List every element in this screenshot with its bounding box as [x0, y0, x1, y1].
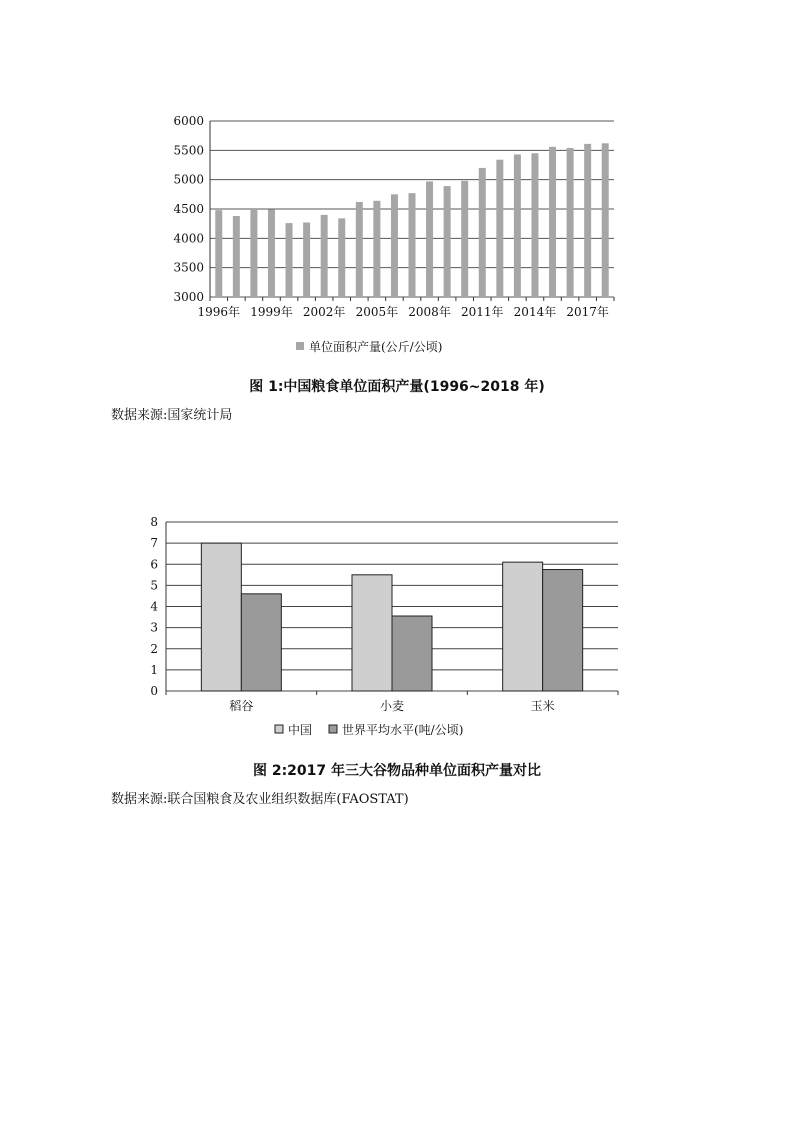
y-tick-label-6: 6: [150, 557, 158, 572]
bar-2014年: [531, 153, 538, 297]
bar-2005年: [373, 201, 380, 297]
figure-2-source: 数据来源:联合国粮食及农业组织数据库(FAOSTAT): [111, 792, 409, 807]
bar-2017年: [584, 144, 591, 297]
bar-2004年: [356, 202, 363, 297]
bar-2010年: [461, 181, 468, 297]
y-tick-label-3500: 3500: [173, 260, 204, 275]
y-tick-label-5500: 5500: [173, 143, 204, 158]
bar-玉米-世界平均水平(吨/公顷): [543, 570, 583, 691]
bar-2013年: [514, 154, 521, 297]
x-tick-label-1999年: 1999年: [250, 305, 293, 319]
bar-2015年: [549, 147, 556, 297]
x-tick-label-2011年: 2011年: [460, 305, 504, 319]
bar-2008年: [426, 181, 433, 297]
figure-1-caption: 图 1:中国粮食单位面积产量(1996~2018 年): [249, 379, 545, 395]
y-tick-label-7: 7: [150, 536, 158, 551]
x-tick-label-2008年: 2008年: [408, 305, 451, 319]
bar-小麦-世界平均水平(吨/公顷): [392, 616, 432, 691]
bar-1997年: [233, 216, 240, 297]
bar-2011年: [479, 168, 486, 297]
legend-swatch-1: [329, 725, 337, 733]
legend-label-1: 世界平均水平(吨/公顷): [342, 723, 464, 737]
bar-稻谷-中国: [201, 543, 241, 691]
y-tick-label-3: 3: [150, 620, 158, 635]
bar-2003年: [338, 218, 345, 297]
legend-label: 单位面积产量(公斤/公顷): [309, 340, 443, 354]
bar-稻谷-世界平均水平(吨/公顷): [241, 594, 281, 691]
x-tick-label-稻谷: 稻谷: [229, 699, 254, 713]
bar-玉米-中国: [503, 562, 543, 691]
y-tick-label-3000: 3000: [173, 290, 204, 304]
legend-label-0: 中国: [288, 723, 313, 737]
x-tick-label-2017年: 2017年: [566, 305, 609, 319]
y-tick-label-4500: 4500: [173, 202, 204, 216]
chart-grain-yield-comparison: [0, 500, 794, 750]
bar-2000年: [286, 223, 293, 297]
bar-2006年: [391, 194, 398, 297]
y-tick-label-0: 0: [150, 684, 158, 698]
x-tick-label-2014年: 2014年: [513, 305, 557, 319]
x-tick-label-1996年: 1996年: [197, 305, 241, 319]
bar-2012年: [496, 160, 503, 297]
y-tick-label-4000: 4000: [173, 231, 204, 246]
bar-小麦-中国: [352, 575, 392, 691]
bar-2002年: [321, 215, 328, 297]
bar-1999年: [268, 210, 275, 297]
bar-1996年: [215, 210, 222, 297]
bar-2001年: [303, 222, 310, 297]
bar-2018年: [602, 143, 609, 297]
figure-2-caption: 图 2:2017 年三大谷物品种单位面积产量对比: [252, 763, 542, 779]
legend-swatch: [296, 342, 304, 350]
bar-2007年: [409, 193, 416, 297]
x-tick-label-小麦: 小麦: [379, 699, 405, 713]
bar-1998年: [250, 209, 257, 297]
y-tick-label-1: 1: [150, 662, 158, 677]
y-tick-label-2: 2: [150, 641, 158, 656]
x-tick-label-2002年: 2002年: [302, 305, 346, 319]
chart-yield-1996-2018: [0, 0, 794, 370]
x-tick-label-2005年: 2005年: [355, 305, 399, 319]
y-tick-label-5: 5: [150, 578, 158, 593]
y-tick-label-4: 4: [150, 599, 158, 614]
bar-2016年: [567, 148, 574, 297]
y-tick-label-8: 8: [150, 515, 158, 529]
y-tick-label-6000: 6000: [173, 114, 204, 128]
y-tick-label-5000: 5000: [173, 172, 204, 187]
legend-swatch-0: [275, 725, 283, 733]
figure-1-source: 数据来源:国家统计局: [111, 408, 233, 423]
bar-2009年: [444, 186, 451, 297]
x-tick-label-玉米: 玉米: [530, 699, 555, 713]
